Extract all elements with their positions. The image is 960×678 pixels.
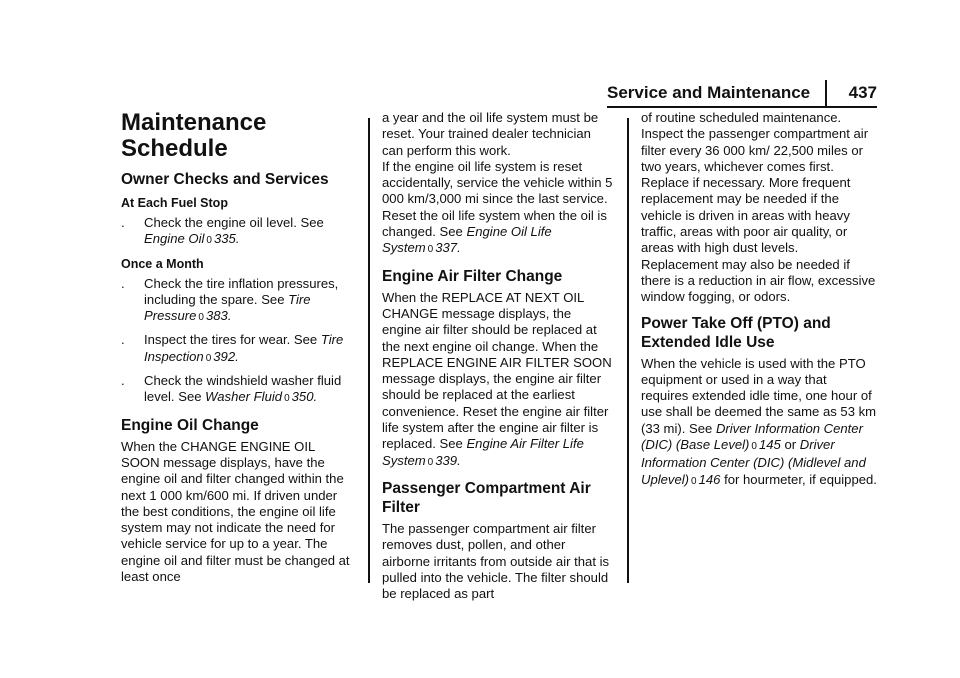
paragraph-text: If the engine oil life system is reset accidentally, service the vehicle within 5 000 km/3,000 mi since the last service. Reset the oil life system when the oil is changed. — [382, 158, 613, 240]
reference-page: 350 — [291, 389, 314, 405]
page-arrow-icon: 0 — [198, 312, 204, 324]
bullet: . — [121, 275, 125, 291]
header-rule — [607, 106, 877, 108]
list-item — [121, 332, 356, 367]
cross-reference[interactable]: Engine Oil Life System 0 337. — [382, 224, 552, 256]
reference-page: 392 — [213, 348, 236, 364]
cross-reference[interactable]: Washer Fluid 0 350. — [205, 389, 318, 405]
list-item — [121, 215, 356, 250]
column-divider — [627, 118, 629, 583]
reference-page: 335 — [213, 231, 236, 247]
reference-page: 383 — [205, 308, 228, 324]
paragraph-text: for hourmeter, if equipped. — [724, 471, 877, 487]
column-3 — [641, 110, 877, 490]
page-header — [607, 80, 877, 106]
bullet: . — [121, 215, 125, 230]
paragraph: a year and the oil life system must be reset. Your trained dealer technician can perform this work. — [382, 110, 599, 158]
section-heading: Owner Checks and Services — [121, 171, 329, 188]
column-divider — [368, 118, 370, 583]
page-arrow-icon: 0 — [427, 456, 434, 468]
column-2 — [382, 110, 614, 602]
bullet: . — [121, 373, 125, 389]
list-item — [121, 373, 356, 408]
page-arrow-icon: 0 — [691, 475, 697, 487]
header-divider — [825, 80, 827, 106]
reference-title: Washer Fluid — [205, 389, 283, 405]
paragraph: The passenger compartment air filter removes dust, pollen, and other airborne irritants from outside air that is pulled into the vehicle. The filter should be replaced as part — [382, 520, 610, 602]
reference-title: Tire Inspection — [144, 332, 344, 364]
reference-title: Tire Pressure — [144, 291, 311, 324]
cross-reference[interactable]: Engine Oil 0 335. — [144, 231, 240, 247]
reference-title: Engine Oil Life System — [382, 224, 552, 256]
bullet: . — [121, 332, 125, 348]
page-arrow-icon: 0 — [206, 235, 212, 247]
reference-page: 145 — [758, 437, 781, 453]
reference-page: 337 — [435, 240, 458, 256]
section-heading: Engine Air Filter Change — [382, 267, 563, 285]
cross-reference[interactable]: Tire Pressure 0 383. — [144, 291, 311, 324]
cross-reference[interactable]: Engine Air Filter Life System 0 339. — [382, 436, 584, 468]
paragraph: When the CHANGE ENGINE OIL SOON message displays, have the engine oil and filter changed within the next 1 000 km/600 mi. If driven under the best conditions, the engine oil life system may not indicate the need for vehicle service for up to a year. The engine oil and filter must be changed at least once — [121, 438, 350, 585]
reference-page: 146 — [698, 471, 721, 487]
page-arrow-icon: 0 — [751, 441, 757, 453]
conjunction: or — [784, 437, 797, 453]
page-title: Maintenance Schedule — [121, 109, 267, 162]
reference-title: Engine Oil — [144, 231, 205, 247]
section-heading: Power Take Off (PTO) and Extended Idle Use — [641, 314, 831, 351]
page-number: 437 — [848, 83, 877, 102]
section-heading: Engine Oil Change — [121, 416, 259, 434]
subheading: Once a Month — [121, 256, 204, 271]
page-arrow-icon: 0 — [205, 352, 212, 364]
reference-title: Engine Air Filter Life System — [382, 436, 584, 468]
reference-title: Driver Information Center (DIC) (Base Level) — [641, 420, 863, 453]
paragraph: of routine scheduled maintenance. Inspect the passenger compartment air filter every 36 000 km/ 22,500 miles or two years, whichever comes first. Replace if necessary. More frequent replacement may be needed if the vehicle is driven in areas with heavy traffic, areas with poor air quality, or areas with high dust levels. Replacement may also be needed if there is a reduction in air flow, excessive window fogging, or odors. — [641, 110, 876, 305]
item-text: Check the windshield washer fluid level. See — [144, 373, 342, 405]
paragraph — [641, 356, 877, 490]
paragraph — [382, 159, 614, 259]
list-item — [121, 276, 356, 327]
page-arrow-icon: 0 — [284, 393, 290, 405]
section-heading: Passenger Compartment Air Filter — [382, 479, 591, 516]
reference-title: Driver Information Center (DIC) (Midlevel and Uplevel) — [641, 437, 866, 487]
see-label: See — [439, 224, 463, 240]
paragraph — [382, 290, 614, 471]
column-1 — [121, 110, 356, 585]
subheading: At Each Fuel Stop — [121, 196, 228, 210]
cross-reference[interactable]: Tire Inspection 0 392. — [144, 332, 344, 364]
paragraph-text: When the REPLACE AT NEXT OIL CHANGE message displays, the engine air filter should be replaced at the next engine oil change. When the REPLACE ENGINE AIR FILTER SOON message displays, the engine air filter should be replaced at the earliest convenience. Reset the engine air filter life system after the engine air filter is replaced. See — [382, 289, 612, 452]
item-text: Check the tire inflation pressures, including the spare. See — [144, 275, 339, 307]
reference-page: 339 — [435, 452, 458, 468]
paragraph-text: When the vehicle is used with the PTO equipment or used in a way that requires extended idle time, one hour of use shall be deemed the same as 53 km (33 mi). See — [641, 355, 877, 436]
section-title: Service and Maintenance — [607, 83, 811, 102]
item-text: Check the engine oil level. See — [144, 215, 324, 230]
page-arrow-icon: 0 — [427, 244, 434, 256]
item-text: Inspect the tires for wear. See — [144, 332, 318, 348]
